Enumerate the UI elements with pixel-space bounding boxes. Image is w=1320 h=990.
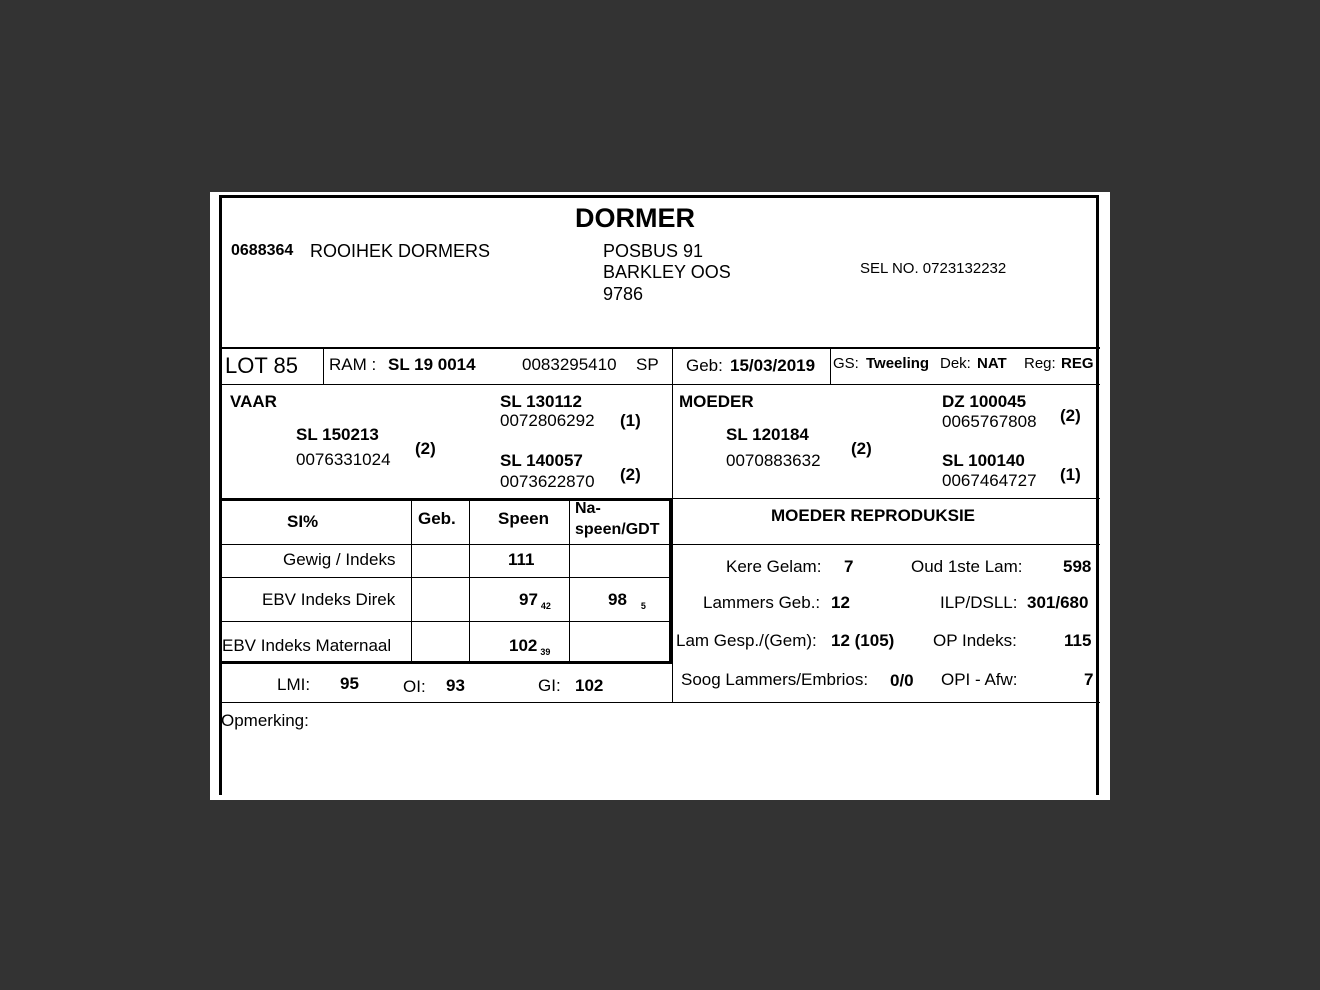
address-line-2: BARKLEY OOS [603,262,731,282]
opi-label: OPI - Afw: [941,670,1018,689]
birth-date: 15/03/2019 [730,356,816,375]
si-header-naspeen-2: speen/GDT [575,521,660,538]
gs-label: GS: [833,355,859,372]
repro-title: MOEDER REPRODUKSIE [771,506,976,525]
vaar-sire-id: SL 130112 [500,392,582,411]
si-row-speen-2-sub: 42 [540,601,551,611]
si-header-geb: Geb. [418,509,456,528]
si-header-speen: Speen [498,509,550,528]
sel-number: SEL NO. 0723132232 [860,260,1007,277]
repro-title-line [672,544,1100,545]
moeder-reg: 0070883632 [726,451,821,470]
gi-value: 102 [575,676,604,695]
kere-label: Kere Gelam: [726,557,822,576]
gs-value: Tweeling [866,355,930,372]
ram-reg-number: 0083295410 [522,355,617,374]
dek-value: NAT [977,355,1007,372]
soog-label: Soog Lammers/Embrios: [681,670,869,689]
moeder-sire-note: (2) [1060,406,1081,425]
si-header-naspeen-1: Na- [575,500,601,517]
lamgesp-value: 12 (105) [831,631,895,650]
si-row-line-1 [221,544,670,545]
si-row-line-3 [221,621,670,622]
divider-index-row [221,702,1100,703]
si-col-line-2 [469,500,470,662]
breeder-number: 0688364 [231,242,294,259]
si-table-top-border [221,498,672,501]
address-line-3: 9786 [603,284,644,304]
moeder-sire-id: DZ 100045 [942,392,1027,411]
si-row-speen-2: 97 $_{42}$ [519,590,551,611]
si-table-bottom-border [221,661,672,664]
lamgesp-label: Lam Gesp./(Gem): [676,631,817,650]
remarks-label: Opmerking: [221,711,309,730]
lot-row-divider-3 [830,348,831,384]
si-row-naspeen-2: 98 $_5$ [608,590,646,611]
si-table-right-border [669,498,672,664]
lot-row-divider-1 [323,348,324,384]
lammers-value: 12 [831,593,850,612]
oi-label: OI: [403,677,426,696]
ram-label: RAM : [329,355,377,374]
moeder-note: (2) [851,439,872,458]
si-header-label: SI% [287,512,319,531]
moeder-id: SL 120184 [726,425,809,444]
si-row-speen-3: 102 $_{39}$ [509,636,551,657]
birth-label: Geb: [686,356,723,375]
lammers-label: Lammers Geb.: [703,593,821,612]
divider-header [221,347,1100,349]
reg-value: REG [1061,355,1094,372]
ram-class: SP [636,355,659,374]
vaar-sire-reg: 0072806292 [500,411,595,430]
moeder-dam-reg: 0067464727 [942,471,1037,490]
kere-value: 7 [844,557,854,576]
vaar-label: VAAR [230,392,277,411]
vaar-dam-reg: 0073622870 [500,472,595,491]
breeder-name: ROOIHEK DORMERS [310,241,491,261]
si-row-line-2 [221,577,670,578]
dek-label: Dek: [940,355,971,372]
si-row-label-3: EBV Indeks Maternaal [222,636,392,655]
si-row-speen-1: 111 [508,550,535,569]
si-row-naspeen-2-sub: 5 [640,601,646,611]
soog-value: 0/0 [890,671,914,690]
vaar-sire-note: (1) [620,411,641,430]
vaar-reg: 0076331024 [296,450,391,469]
reg-label: Reg: [1024,355,1056,372]
ilp-value: 301/680 [1027,593,1089,612]
lmi-label: LMI: [277,675,311,694]
moeder-dam-id: SL 100140 [942,451,1025,470]
ram-id: SL 19 0014 [388,355,476,374]
vaar-dam-note: (2) [620,465,641,484]
divider-lot-row [221,384,1100,385]
lot-row-divider-2 [672,348,673,384]
opi-value: 7 [1084,670,1094,689]
gi-label: GI: [538,676,561,695]
lmi-value: 95 [340,674,359,693]
moeder-sire-reg: 0065767808 [942,412,1037,431]
moeder-label: MOEDER [679,392,754,411]
moeder-dam-note: (1) [1060,465,1081,484]
oud-label: Oud 1ste Lam: [911,557,1023,576]
vaar-id: SL 150213 [296,425,379,444]
address-line-1: POSBUS 91 [603,241,704,261]
oud-value: 598 [1063,557,1092,576]
si-col-line-1 [411,500,412,662]
sale-card [219,195,1099,795]
si-row-label-1: Gewig / Indeks [283,550,396,569]
ilp-label: ILP/DSLL: [940,593,1018,612]
op-value: 115 [1064,631,1092,650]
op-label: OP Indeks: [933,631,1017,650]
lot-number: LOT 85 [225,353,298,378]
oi-value: 93 [446,676,465,695]
vaar-note: (2) [415,439,436,458]
breed-title: DORMER [575,203,695,233]
si-col-line-3 [569,500,570,662]
si-row-speen-3-sub: 39 [540,647,551,657]
si-row-label-2: EBV Indeks Direk [262,590,396,609]
vaar-dam-id: SL 140057 [500,451,583,470]
